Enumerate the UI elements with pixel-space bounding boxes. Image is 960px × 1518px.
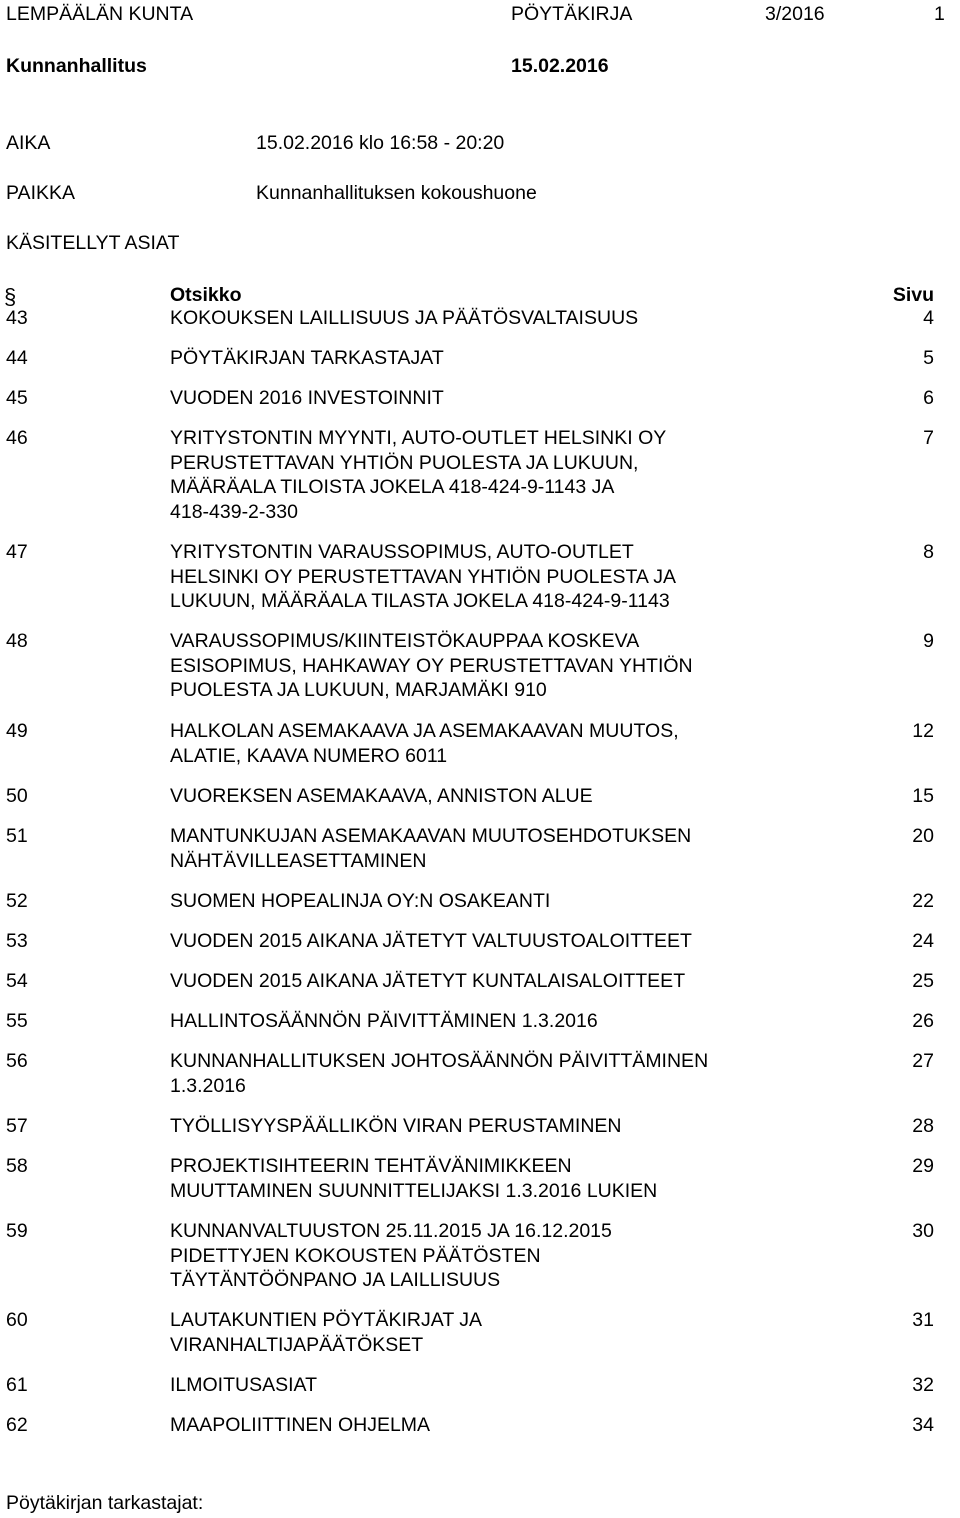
agenda-item-page: 15 xyxy=(912,785,934,807)
agenda-item-title-line: HELSINKI OY PERUSTETTAVAN YHTIÖN PUOLESTA JA xyxy=(170,565,677,588)
agenda-item-page: 29 xyxy=(912,1155,934,1177)
agenda-item-number: 49 xyxy=(6,720,28,742)
agenda-item-title xyxy=(170,540,820,614)
agenda-item-page: 4 xyxy=(923,307,934,329)
page-number: 1 xyxy=(934,3,945,25)
agenda-item-page: 24 xyxy=(912,930,934,952)
agenda-item-title-line: YRITYSTONTIN VARAUSSOPIMUS, AUTO-OUTLET xyxy=(170,541,634,563)
agenda-item-number: 50 xyxy=(6,785,28,807)
agenda-item-title-line: ALATIE, KAAVA NUMERO 6011 xyxy=(170,744,448,767)
agenda-item-number: 57 xyxy=(6,1115,28,1137)
agenda-item-title xyxy=(170,629,820,703)
agenda-item-title-line: ESISOPIMUS, HAHKAWAY OY PERUSTETTAVAN YHTIÖN xyxy=(170,654,693,677)
agenda-item-page: 26 xyxy=(912,1010,934,1032)
agenda-heading: KÄSITELLYT ASIAT xyxy=(6,232,180,254)
agenda-item-title-line: VUODEN 2016 INVESTOINNIT xyxy=(170,387,444,409)
agenda-item-title xyxy=(170,1219,820,1293)
agenda-item-title xyxy=(170,346,820,371)
agenda-item-page: 30 xyxy=(912,1220,934,1242)
agenda-item-page: 12 xyxy=(912,720,934,742)
reviewers-label: Pöytäkirjan tarkastajat: xyxy=(6,1492,204,1514)
agenda-item-title-line: 1.3.2016 xyxy=(170,1074,246,1097)
agenda-item-page: 9 xyxy=(923,630,934,652)
agenda-item-title xyxy=(170,1308,820,1357)
agenda-item-title-line: TYÖLLISYYSPÄÄLLIKÖN VIRAN PERUSTAMINEN xyxy=(170,1115,622,1137)
agenda-item-title-line: KUNNANVALTUUSTON 25.11.2015 JA 16.12.2015 xyxy=(170,1220,612,1242)
agenda-item-title-line: MAAPOLIITTINEN OHJELMA xyxy=(170,1414,431,1436)
agenda-item-title-line: PUOLESTA JA LUKUUN, MARJAMÄKI 910 xyxy=(170,679,547,701)
agenda-item-page: 32 xyxy=(912,1374,934,1396)
agenda-item-title xyxy=(170,306,820,331)
agenda-item-title-line: MUUTTAMINEN SUUNNITTELIJAKSI 1.3.2016 LUKIEN xyxy=(170,1179,658,1202)
agenda-item-page: 5 xyxy=(923,347,934,369)
time-label: AIKA xyxy=(6,132,51,154)
agenda-item-number: 43 xyxy=(6,307,28,329)
time-value: 15.02.2016 klo 16:58 - 20:20 xyxy=(256,132,505,154)
agenda-item-page: 8 xyxy=(923,541,934,563)
agenda-item-title xyxy=(170,1049,820,1098)
agenda-item-page: 7 xyxy=(923,427,934,449)
agenda-item-page: 25 xyxy=(912,970,934,992)
agenda-item-title-line: LAUTAKUNTIEN PÖYTÄKIRJAT JA xyxy=(170,1309,483,1331)
place-label: PAIKKA xyxy=(6,182,76,204)
agenda-item-title xyxy=(170,929,820,954)
agenda-item-title-line: SUOMEN HOPEALINJA OY:N OSAKEANTI xyxy=(170,890,551,912)
agenda-item-number: 58 xyxy=(6,1155,28,1177)
agenda-item-title-line: LUKUUN, MÄÄRÄALA TILASTA JOKELA 418-424-9-1143 xyxy=(170,590,670,612)
column-page-header: Sivu xyxy=(892,284,934,306)
agenda-item-number: 62 xyxy=(6,1414,28,1436)
meeting-date: 15.02.2016 xyxy=(511,55,609,77)
agenda-item-number: 51 xyxy=(6,825,28,847)
agenda-item-page: 31 xyxy=(912,1309,934,1331)
agenda-item-title xyxy=(170,1114,820,1139)
agenda-item-page: 6 xyxy=(923,387,934,409)
agenda-item-title xyxy=(170,969,820,994)
agenda-item-title-line: MANTUNKUJAN ASEMAKAAVAN MUUTOSEHDOTUKSEN xyxy=(170,825,692,847)
agenda-item-number: 53 xyxy=(6,930,28,952)
agenda-item-title-line: NÄHTÄVILLEASETTAMINEN xyxy=(170,849,427,872)
agenda-item-title-line: TÄYTÄNTÖÖNPANO JA LAILLISUUS xyxy=(170,1269,501,1291)
agenda-item-title-line: VUODEN 2015 AIKANA JÄTETYT KUNTALAISALOITTEET xyxy=(170,970,686,992)
agenda-item-number: 45 xyxy=(6,387,28,409)
agenda-item-number: 54 xyxy=(6,970,28,992)
agenda-item-title-line: KUNNANHALLITUKSEN JOHTOSÄÄNNÖN PÄIVITTÄMINEN xyxy=(170,1050,709,1072)
agenda-item-title-line: VARAUSSOPIMUS/KIINTEISTÖKAUPPAA KOSKEVA xyxy=(170,630,640,652)
agenda-item-title-line: 418-439-2-330 xyxy=(170,500,298,523)
document-number: 3/2016 xyxy=(765,3,825,25)
agenda-item-number: 60 xyxy=(6,1309,28,1331)
agenda-item-title xyxy=(170,386,820,411)
agenda-item-number: 59 xyxy=(6,1220,28,1242)
agenda-item-number: 47 xyxy=(6,541,28,563)
agenda-item-title-line: PROJEKTISIHTEERIN TEHTÄVÄNIMIKKEEN xyxy=(170,1155,572,1177)
agenda-item-number: 46 xyxy=(6,427,28,449)
agenda-item-page: 28 xyxy=(912,1115,934,1137)
agenda-item-title-line: KOKOUKSEN LAILLISUUS JA PÄÄTÖSVALTAISUUS xyxy=(170,307,639,329)
agenda-item-number: 55 xyxy=(6,1010,28,1032)
agenda-item-title xyxy=(170,1009,820,1034)
agenda-item-number: 48 xyxy=(6,630,28,652)
agenda-item-title xyxy=(170,719,820,768)
agenda-item-title xyxy=(170,824,820,873)
agenda-item-title xyxy=(170,1373,820,1398)
svg-text:§: § xyxy=(4,284,17,309)
agenda-item-title xyxy=(170,889,820,914)
document-type: PÖYTÄKIRJA xyxy=(511,3,633,25)
agenda-item-page: 22 xyxy=(912,890,934,912)
agenda-item-title-line: HALKOLAN ASEMAKAAVA JA ASEMAKAAVAN MUUTOS, xyxy=(170,720,679,742)
agenda-item-title-line: MÄÄRÄALA TILOISTA JOKELA 418-424-9-1143 JA xyxy=(170,476,615,498)
agenda-item-page: 27 xyxy=(912,1050,934,1072)
agenda-item-title-line: HALLINTOSÄÄNNÖN PÄIVITTÄMINEN 1.3.2016 xyxy=(170,1010,598,1032)
agenda-item-number: 56 xyxy=(6,1050,28,1072)
agenda-item-title-line: ILMOITUSASIAT xyxy=(170,1374,317,1396)
column-title-header: Otsikko xyxy=(170,284,242,306)
agenda-item-number: 61 xyxy=(6,1374,28,1396)
agenda-item-page: 20 xyxy=(912,825,934,847)
agenda-item-title-line: VIRANHALTIJAPÄÄTÖKSET xyxy=(170,1333,424,1356)
agenda-item-title-line: PERUSTETTAVAN YHTIÖN PUOLESTA JA LUKUUN, xyxy=(170,451,639,474)
agenda-item-number: 44 xyxy=(6,347,28,369)
agenda-item-number: 52 xyxy=(6,890,28,912)
agenda-item-title-line: VUOREKSEN ASEMAKAAVA, ANNISTON ALUE xyxy=(170,785,593,807)
agenda-item-title xyxy=(170,784,820,809)
place-value: Kunnanhallituksen kokoushuone xyxy=(256,182,537,204)
agenda-item-page: 34 xyxy=(912,1414,934,1436)
agenda-item-title-line: PÖYTÄKIRJAN TARKASTAJAT xyxy=(170,347,444,369)
agenda-item-title xyxy=(170,1154,820,1203)
agenda-item-title xyxy=(170,1413,820,1438)
agenda-item-title-line: PIDETTYJEN KOKOUSTEN PÄÄTÖSTEN xyxy=(170,1244,541,1267)
organization-name: LEMPÄÄLÄN KUNTA xyxy=(6,3,194,25)
agenda-item-title-line: VUODEN 2015 AIKANA JÄTETYT VALTUUSTOALOITTEET xyxy=(170,930,692,952)
agenda-item-title xyxy=(170,426,820,524)
agenda-item-title-line: YRITYSTONTIN MYYNTI, AUTO-OUTLET HELSINKI OY xyxy=(170,427,667,449)
governing-body: Kunnanhallitus xyxy=(6,55,147,77)
